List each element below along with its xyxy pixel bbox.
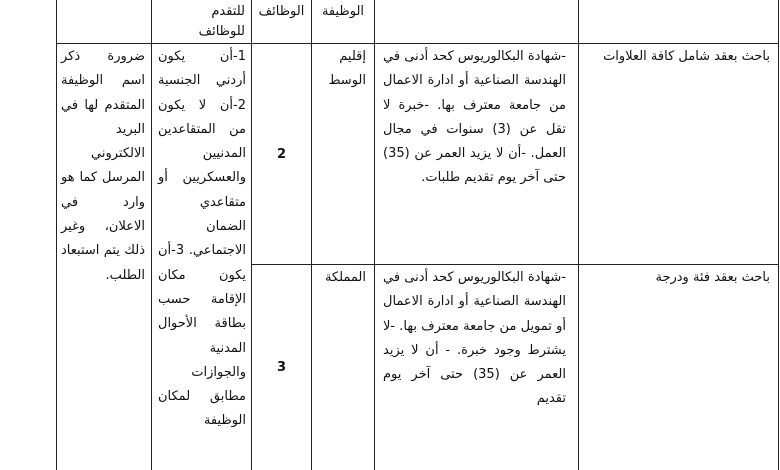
- notes-text: ضرورة ذكر اسم الوظيفة المتقدم لها في البريد الالكتروني المرسل كما هو وارد في الاعلان، وغير ذلك يتم استبعاد الطلب.: [61, 49, 145, 283]
- header-vacancies: الوظائف: [258, 4, 305, 19]
- vacancies-count: 2: [276, 146, 287, 162]
- header-job-location: الوظيفة: [321, 4, 365, 19]
- header-cell-title: [579, 0, 779, 44]
- job-location: المملكة: [324, 270, 366, 285]
- title-cell: [579, 265, 779, 470]
- header-apply-conditions: للتقدم للوظائف: [198, 4, 245, 39]
- header-cell-vacancies: [252, 0, 312, 44]
- header-cell-notes: [57, 0, 152, 44]
- general-conditions-text: 1-أن يكون أردني الجنسية 2-أن لا يكون من المتقاعدين المدنيين والعسكريين أو متقاعدي الضمان الاجتماعي. 3-أن يكون مكان الإقامة حسب بطاقة الأحوال المدنية والجوازات مطابق لمكان الوظيفة: [158, 49, 246, 429]
- title-cell: [579, 44, 779, 265]
- requirements-cell: [375, 265, 579, 470]
- header-cell-location: [312, 0, 375, 44]
- vacancies-cell: [252, 44, 312, 265]
- header-row: [57, 0, 779, 44]
- job-requirements: -شهادة البكالوريوس كحد أدنى في الهندسة الصناعية أو ادارة الاعمال أو تمويل من جامعة معترف بها. -لا يشترط وجود خبرة. - أن لا يزيد العمر عن (35) حتى آخر يوم تقديم: [383, 270, 566, 407]
- table-row: [57, 44, 779, 265]
- location-cell: [312, 44, 375, 265]
- vacancies-cell: [252, 265, 312, 470]
- requirements-cell: [375, 44, 579, 265]
- jobs-table: [56, 0, 779, 470]
- header-cell-requirements: [375, 0, 579, 44]
- general-conditions-cell: [152, 44, 252, 470]
- notes-cell: [57, 44, 152, 470]
- job-title: باحث بعقد فئة ودرجة: [655, 270, 770, 285]
- job-location: إقليم الوسط: [328, 49, 366, 89]
- job-requirements: -شهادة البكالوريوس كحد أدنى في الهندسة الصناعية أو ادارة الاعمال من جامعة معترف بها. -خبرة لا تقل عن (3) سنوات في مجال العمل. -أن لا يزيد العمر عن (35) حتى آخر يوم تقديم طلبات.: [383, 49, 567, 186]
- vacancies-count: 3: [276, 360, 287, 375]
- job-title: باحث بعقد شامل كافة العلاوات: [603, 49, 770, 64]
- location-cell: [312, 265, 375, 470]
- header-cell-apply-conditions: [152, 0, 252, 44]
